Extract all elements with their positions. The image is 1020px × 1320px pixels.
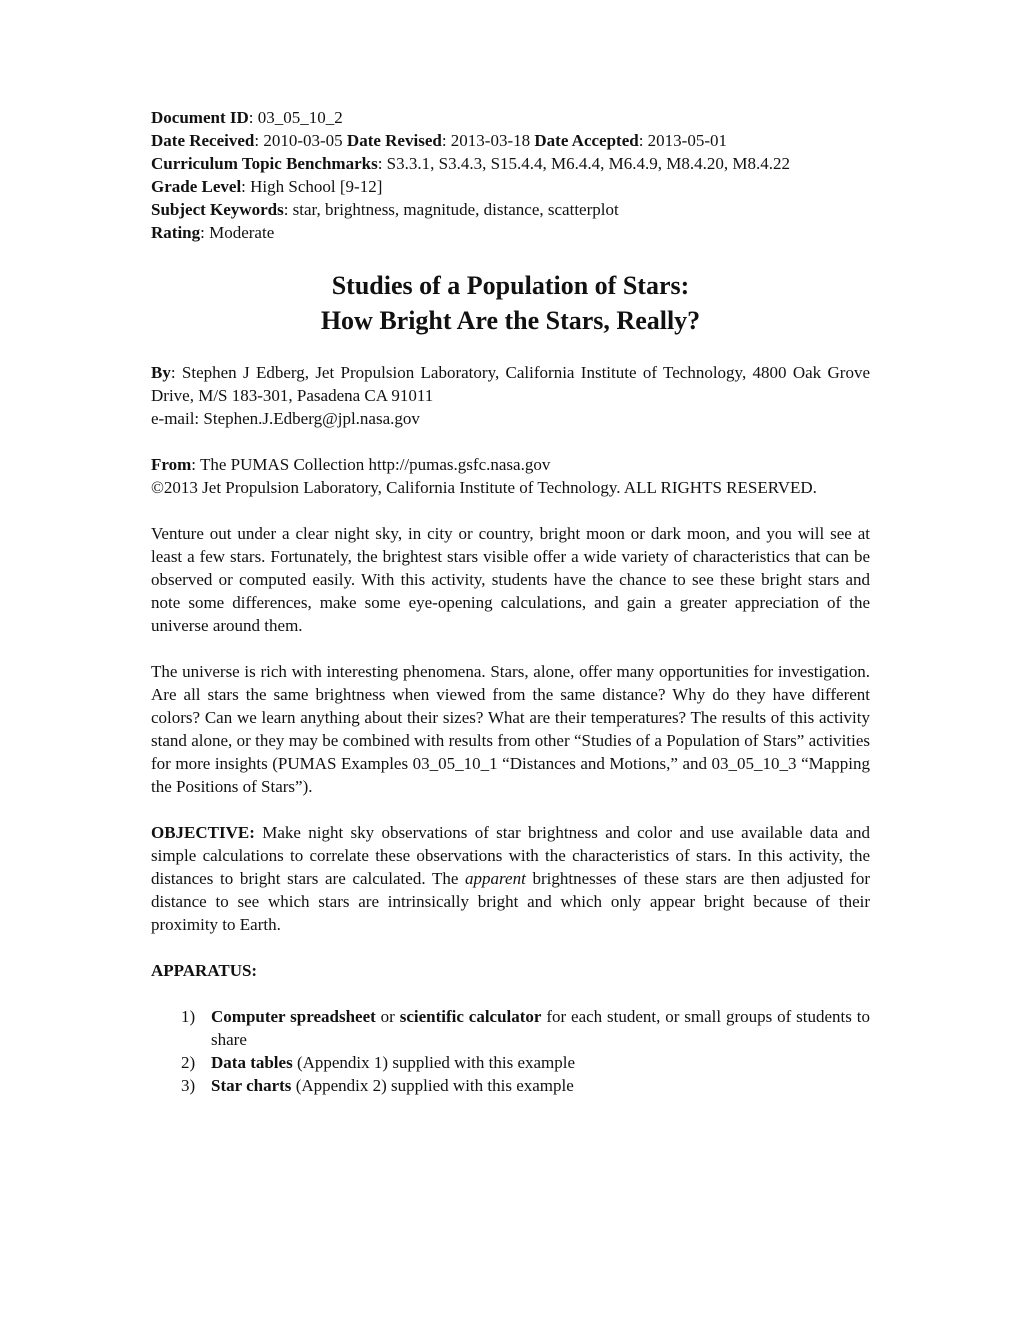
list-item-text: (Appendix 1) supplied with this example	[292, 1053, 576, 1072]
list-item-number: 1)	[181, 1007, 196, 1026]
date-revised-label: Date Revised	[346, 131, 442, 150]
list-item-text: or	[375, 1007, 400, 1026]
list-item-bold: scientific calculator	[399, 1007, 542, 1026]
dates-line	[151, 129, 870, 152]
objective-text-2: brightnesses of these stars are then adjusted for distance to see which stars are intrinsically bright and which only appear bright because of their proximity to Earth.	[151, 869, 870, 934]
list-item-text: (Appendix 2) supplied with this example	[291, 1076, 574, 1095]
benchmarks-line	[151, 152, 870, 175]
date-revised-value: : 2013-03-18	[441, 131, 535, 150]
apparatus-list	[151, 1005, 870, 1097]
document-id-value: : 03_05_10_2	[248, 108, 343, 127]
date-received-value: : 2010-03-05	[254, 131, 347, 150]
list-item-text: for each student, or small groups of students to share	[211, 1007, 870, 1049]
metadata-block	[151, 106, 870, 244]
objective-text-1: Make night sky observations of star brightness and color and use available data and simple calculations to correlate these observations with the characteristics of stars. In this activity, the distances to bright stars are calculated. The	[151, 823, 870, 888]
rating-line	[151, 221, 870, 244]
date-received-label: Date Received	[151, 131, 255, 150]
list-item-bold: Computer spreadsheet	[211, 1007, 376, 1026]
list-item-bold: Data tables	[211, 1053, 293, 1072]
objective-paragraph	[151, 821, 870, 936]
list-item	[151, 1051, 870, 1074]
grade-level-line	[151, 175, 870, 198]
author-line	[151, 361, 870, 407]
from-label: From	[151, 455, 192, 474]
keywords-label: Subject Keywords	[151, 200, 284, 219]
date-accepted-value: : 2013-05-01	[638, 131, 727, 150]
rating-value: : Moderate	[200, 223, 275, 242]
date-accepted-label: Date Accepted	[534, 131, 639, 150]
document-page	[151, 106, 870, 1097]
author-email: e-mail: Stephen.J.Edberg@jpl.nasa.gov	[151, 409, 420, 428]
grade-level-label: Grade Level	[151, 177, 242, 196]
rating-label: Rating	[151, 223, 201, 242]
apparatus-heading: APPARATUS:	[151, 961, 258, 980]
page-title	[151, 268, 870, 338]
list-item-number: 2)	[181, 1053, 196, 1072]
keywords-line	[151, 198, 870, 221]
list-item-number: 3)	[181, 1076, 196, 1095]
title-line-2: How Bright Are the Stars, Really?	[320, 306, 701, 335]
list-item-bold: Star charts	[211, 1076, 292, 1095]
keywords-value: : star, brightness, magnitude, distance, scatterplot	[283, 200, 619, 219]
objective-emphasis: apparent	[465, 869, 526, 888]
list-item	[151, 1005, 870, 1051]
objective-label: OBJECTIVE:	[151, 823, 255, 842]
copyright-line: ©2013 Jet Propulsion Laboratory, California Institute of Technology. ALL RIGHTS RESERVED.	[151, 478, 817, 497]
byline	[151, 361, 870, 430]
grade-level-value: : High School [9-12]	[241, 177, 383, 196]
byline-text: : Stephen J Edberg, Jet Propulsion Laboratory, California Institute of Technology, 4800 Oak Grove Drive, M/S 183-301, Pasadena CA 91011	[151, 363, 870, 405]
document-id-line	[151, 106, 870, 129]
benchmarks-label: Curriculum Topic Benchmarks	[151, 154, 378, 173]
byline-label: By	[151, 363, 171, 382]
from-text: : The PUMAS Collection http://pumas.gsfc.nasa.gov	[191, 455, 551, 474]
title-line-1: Studies of a Population of Stars:	[331, 271, 690, 300]
universe-paragraph: The universe is rich with interesting phenomena. Stars, alone, offer many opportunities for investigation. Are all stars the same brightness when viewed from the same distance? Why do they have different colors? Can we learn anything about their sizes? What are their temperatures? The results of this activity stand alone, or they may be combined with results from other “Studies of a Population of Stars” activities for more insights (PUMAS Examples 03_05_10_1 “Distances and Motions,” and 03_05_10_3 “Mapping the Positions of Stars”).	[151, 662, 870, 796]
intro-paragraph: Venture out under a clear night sky, in city or country, bright moon or dark moon, and you will see at least a few stars. Fortunately, the brightest stars visible offer a wide variety of characteristics that can be observed or computed easily. With this activity, students have the chance to see these bright stars and note some differences, make some eye-opening calculations, and gain a greater appreciation of the universe around them.	[151, 524, 870, 635]
source-block	[151, 453, 870, 499]
from-line	[151, 453, 870, 476]
document-id-label: Document ID	[151, 108, 249, 127]
benchmarks-value: : S3.3.1, S3.4.3, S15.4.4, M6.4.4, M6.4.9, M8.4.20, M8.4.22	[377, 154, 791, 173]
list-item	[151, 1074, 870, 1097]
